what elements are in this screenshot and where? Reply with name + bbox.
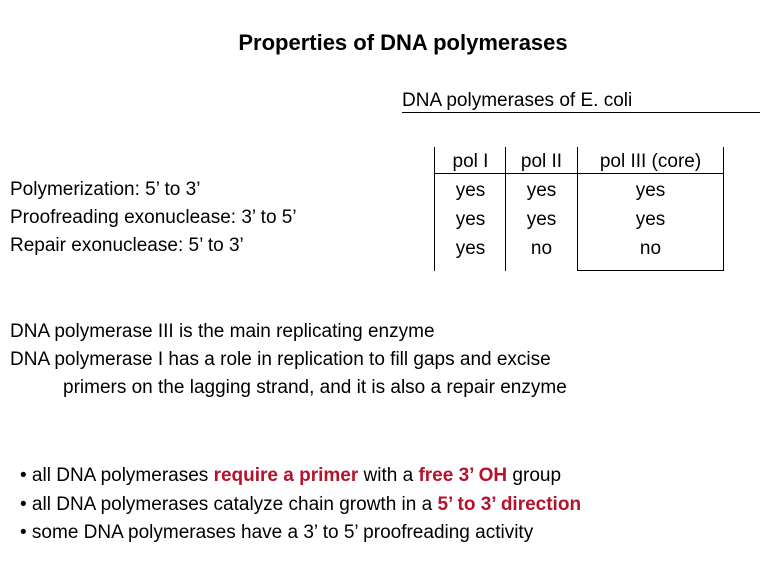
table-cell: yes bbox=[526, 180, 557, 201]
column-header: pol III (core) bbox=[599, 151, 702, 172]
table-caption: DNA polymerases of E. coli bbox=[402, 90, 633, 111]
table-cell: yes bbox=[455, 180, 486, 201]
column-pol-2 bbox=[505, 147, 577, 271]
row-label-proofreading: Proofreading exonuclease: 3’ to 5’ bbox=[10, 207, 297, 228]
caption-underline bbox=[402, 112, 760, 113]
slide-title: Properties of DNA polymerases bbox=[238, 30, 568, 55]
note-line: DNA polymerase III is the main replicating enzyme bbox=[10, 321, 435, 342]
bullet-list bbox=[20, 462, 581, 548]
table-cell: yes bbox=[635, 180, 666, 201]
header-underline bbox=[434, 173, 723, 174]
column-pol-1 bbox=[434, 147, 506, 271]
bullet-item: • all DNA polymerases require a primer with a free 3’ OH group bbox=[20, 465, 562, 486]
row-label-repair: Repair exonuclease: 5’ to 3’ bbox=[10, 235, 244, 256]
column-header: pol II bbox=[520, 151, 563, 172]
highlight-text: 5’ to 3’ direction bbox=[437, 493, 582, 515]
bullet-item: • some DNA polymerases have a 3’ to 5’ proofreading activity bbox=[20, 522, 534, 543]
note-line: primers on the lagging strand, and it is also a repair enzyme bbox=[63, 377, 567, 398]
table-cell: yes bbox=[455, 209, 486, 230]
table-cell: no bbox=[530, 238, 553, 259]
bullet-item: • all DNA polymerases catalyze chain growth in a 5’ to 3’ direction bbox=[20, 493, 582, 515]
note-line: DNA polymerase I has a role in replication to fill gaps and excise bbox=[10, 349, 551, 370]
notes-paragraph bbox=[10, 318, 567, 402]
table-cell: no bbox=[639, 238, 662, 259]
column-header: pol I bbox=[452, 151, 489, 172]
table-cell: yes bbox=[526, 209, 557, 230]
highlight-text: require a primer bbox=[213, 465, 359, 486]
column-pol-3-core bbox=[577, 147, 724, 271]
property-labels bbox=[10, 176, 297, 260]
highlight-text: free 3’ OH bbox=[418, 465, 508, 486]
row-label-polymerization: Polymerization: 5’ to 3’ bbox=[10, 179, 201, 200]
table-cell: yes bbox=[635, 209, 666, 230]
table-cell: yes bbox=[455, 238, 486, 259]
